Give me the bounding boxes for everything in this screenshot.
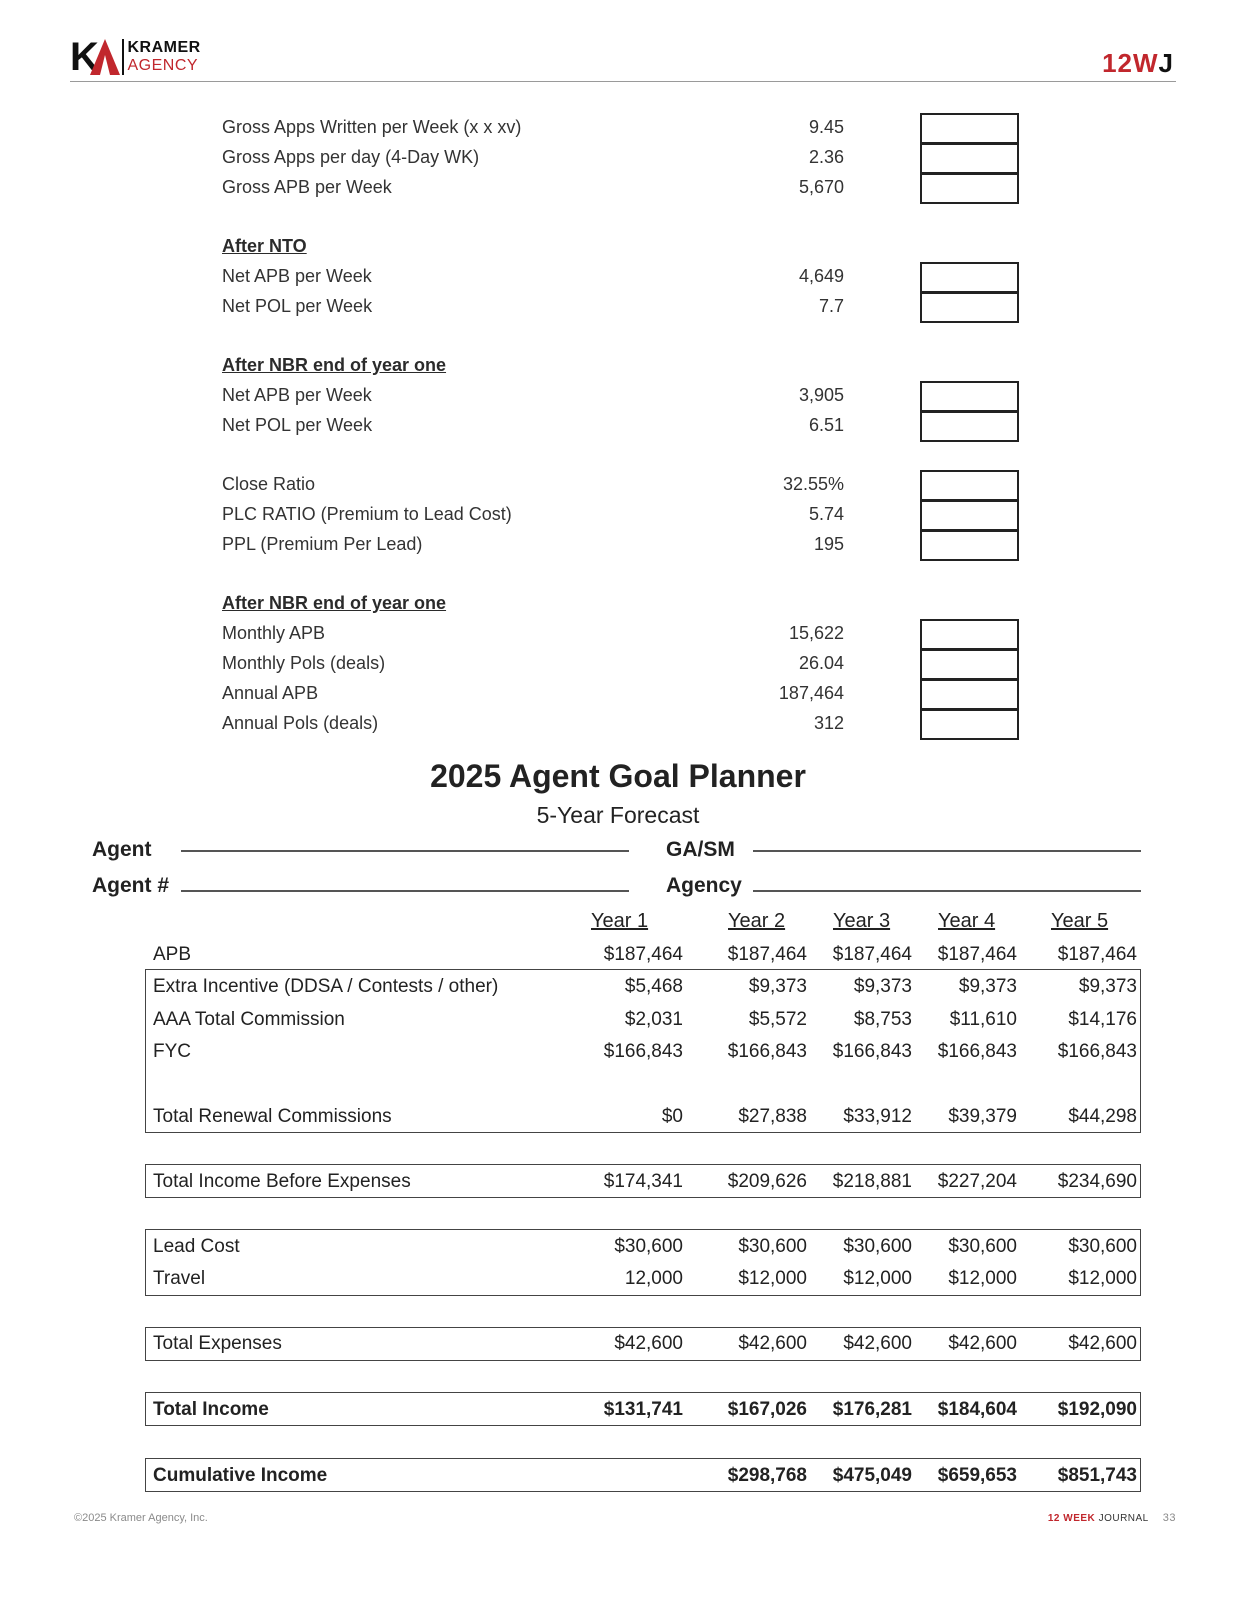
forecast-row bbox=[145, 1102, 1141, 1134]
metric-entry-box[interactable] bbox=[920, 113, 1019, 144]
metric-value: 195 bbox=[813, 534, 844, 554]
metric-value: 5.74 bbox=[808, 504, 844, 524]
metric-entry-box[interactable] bbox=[920, 530, 1019, 561]
forecast-cell: $192,090 bbox=[1057, 1399, 1137, 1420]
metric-entry-box[interactable] bbox=[920, 143, 1019, 174]
metric-value: 32.55% bbox=[782, 474, 844, 494]
forecast-cell: $9,373 bbox=[853, 976, 912, 997]
forecast-row bbox=[145, 1167, 1141, 1199]
forecast-cell: $30,600 bbox=[843, 1236, 912, 1257]
footer-journal-black: JOURNAL bbox=[1098, 1513, 1149, 1524]
forecast-cell: $659,653 bbox=[937, 1465, 1017, 1486]
logo-divider bbox=[122, 39, 124, 75]
page-number: 33 bbox=[1162, 1512, 1176, 1524]
metric-value: 3,905 bbox=[798, 385, 844, 405]
forecast-cell: $187,464 bbox=[832, 944, 912, 965]
forecast-cell: $187,464 bbox=[937, 944, 1017, 965]
metric-label: Gross Apps Written per Week (x x xv) bbox=[222, 117, 522, 137]
metric-value: 5,670 bbox=[798, 177, 844, 197]
forecast-cell: $166,843 bbox=[603, 1041, 683, 1062]
metric-row bbox=[222, 649, 1022, 679]
metric-label: After NBR end of year one bbox=[222, 593, 447, 613]
metric-row bbox=[222, 500, 1022, 530]
gasm-field-line[interactable] bbox=[753, 850, 1141, 852]
forecast-cell: $30,600 bbox=[738, 1236, 807, 1257]
forecast-row-label: Total Income bbox=[153, 1399, 269, 1420]
forecast-row bbox=[145, 940, 1141, 972]
forecast-cell: $166,843 bbox=[727, 1041, 807, 1062]
journal-mark-black: J bbox=[1158, 48, 1174, 78]
forecast-row-label: Extra Incentive (DDSA / Contests / other) bbox=[153, 976, 499, 997]
forecast-cell: $851,743 bbox=[1057, 1465, 1137, 1486]
metric-value: 312 bbox=[813, 713, 844, 733]
forecast-cell: $166,843 bbox=[937, 1041, 1017, 1062]
forecast-cell: $0 bbox=[661, 1106, 683, 1127]
forecast-cell: $187,464 bbox=[727, 944, 807, 965]
metric-row bbox=[222, 143, 1022, 173]
forecast-cell: $184,604 bbox=[937, 1399, 1017, 1420]
forecast-cell: $234,690 bbox=[1057, 1171, 1137, 1192]
kramer-agency-logo bbox=[70, 35, 201, 79]
metric-value: 4,649 bbox=[798, 266, 844, 286]
agent-field-label: Agent bbox=[92, 838, 152, 861]
year-header: Year 1 bbox=[591, 910, 649, 932]
forecast-row-label: AAA Total Commission bbox=[153, 1009, 345, 1030]
metric-section-heading bbox=[222, 232, 1022, 262]
forecast-cell: $33,912 bbox=[843, 1106, 912, 1127]
forecast-cell: $39,379 bbox=[948, 1106, 1017, 1127]
forecast-row bbox=[145, 1395, 1141, 1427]
forecast-cell: $27,838 bbox=[738, 1106, 807, 1127]
metric-entry-box[interactable] bbox=[920, 619, 1019, 650]
forecast-cell: $9,373 bbox=[748, 976, 807, 997]
metric-value: 9.45 bbox=[808, 117, 844, 137]
year-header: Year 3 bbox=[833, 910, 891, 932]
metric-entry-box[interactable] bbox=[920, 500, 1019, 531]
metric-value: 187,464 bbox=[778, 683, 844, 703]
metric-label: Annual APB bbox=[222, 683, 319, 703]
footer-journal bbox=[1048, 1512, 1176, 1524]
forecast-row-label: Travel bbox=[153, 1268, 206, 1289]
forecast-cell: $12,000 bbox=[738, 1268, 807, 1289]
metric-entry-box[interactable] bbox=[920, 679, 1019, 710]
metric-label: Net APB per Week bbox=[222, 385, 372, 405]
forecast-row bbox=[145, 1264, 1141, 1296]
agency-field-label: Agency bbox=[666, 874, 742, 897]
metric-row bbox=[222, 381, 1022, 411]
forecast-cell: $42,600 bbox=[1068, 1333, 1137, 1354]
forecast-cell: $14,176 bbox=[1068, 1009, 1137, 1030]
metric-value: 7.7 bbox=[818, 296, 844, 316]
forecast-row bbox=[145, 1005, 1141, 1037]
metric-value: 15,622 bbox=[788, 623, 844, 643]
forecast-cell: $30,600 bbox=[948, 1236, 1017, 1257]
metric-label: PPL (Premium Per Lead) bbox=[222, 534, 423, 554]
metric-label: Gross Apps per day (4-Day WK) bbox=[222, 147, 480, 167]
forecast-row bbox=[145, 1329, 1141, 1361]
forecast-cell: $11,610 bbox=[949, 1009, 1017, 1030]
agency-field-line[interactable] bbox=[753, 890, 1141, 892]
forecast-row-label: Total Renewal Commissions bbox=[153, 1106, 392, 1127]
forecast-cell: $12,000 bbox=[843, 1268, 912, 1289]
metric-entry-box[interactable] bbox=[920, 411, 1019, 442]
ka-logo-mark: K bbox=[70, 39, 120, 75]
metric-label: PLC RATIO (Premium to Lead Cost) bbox=[222, 504, 512, 524]
forecast-cell: $174,341 bbox=[603, 1171, 683, 1192]
metric-row bbox=[222, 113, 1022, 143]
metric-label: Gross APB per Week bbox=[222, 177, 392, 197]
metric-section-heading bbox=[222, 351, 1022, 381]
metric-entry-box[interactable] bbox=[920, 292, 1019, 323]
year-header: Year 5 bbox=[1051, 910, 1109, 932]
forecast-cell: $12,000 bbox=[948, 1268, 1017, 1289]
metric-entry-box[interactable] bbox=[920, 649, 1019, 680]
forecast-row bbox=[145, 1461, 1141, 1493]
metric-label: Net POL per Week bbox=[222, 415, 373, 435]
forecast-row bbox=[145, 1232, 1141, 1264]
metric-row bbox=[222, 470, 1022, 500]
forecast-cell: $5,572 bbox=[748, 1009, 807, 1030]
metric-label: Monthly Pols (deals) bbox=[222, 653, 386, 673]
metric-row bbox=[222, 679, 1022, 709]
metric-entry-box[interactable] bbox=[920, 709, 1019, 740]
forecast-row bbox=[145, 1037, 1141, 1069]
forecast-row-label: Lead Cost bbox=[153, 1236, 240, 1257]
metric-entry-box[interactable] bbox=[920, 173, 1019, 204]
forecast-cell: $12,000 bbox=[1068, 1268, 1137, 1289]
logo-text-agency: AGENCY bbox=[127, 57, 199, 74]
metric-label: Close Ratio bbox=[222, 474, 316, 494]
planner-title: 2025 Agent Goal Planner bbox=[430, 758, 806, 794]
metric-label: Net POL per Week bbox=[222, 296, 373, 316]
metric-row bbox=[222, 173, 1022, 203]
forecast-cell: $42,600 bbox=[843, 1333, 912, 1354]
metric-entry-box[interactable] bbox=[920, 470, 1019, 501]
agent-number-field-label: Agent # bbox=[92, 874, 170, 897]
forecast-cell: $209,626 bbox=[727, 1171, 807, 1192]
planner-subtitle: 5-Year Forecast bbox=[536, 802, 700, 828]
metric-label: Net APB per Week bbox=[222, 266, 372, 286]
agent-field-line[interactable] bbox=[181, 850, 629, 852]
forecast-cell: $167,026 bbox=[727, 1399, 807, 1420]
forecast-cell: $187,464 bbox=[603, 944, 683, 965]
forecast-cell: $9,373 bbox=[958, 976, 1017, 997]
metric-label: After NBR end of year one bbox=[222, 355, 447, 375]
metric-value: 26.04 bbox=[798, 653, 844, 673]
metric-row bbox=[222, 292, 1022, 322]
forecast-cell: $218,881 bbox=[832, 1171, 912, 1192]
forecast-cell: $42,600 bbox=[948, 1333, 1017, 1354]
metric-value: 6.51 bbox=[808, 415, 844, 435]
forecast-cell: $44,298 bbox=[1068, 1106, 1137, 1127]
metric-row bbox=[222, 709, 1022, 739]
page-header bbox=[70, 34, 1176, 82]
forecast-cell: 12,000 bbox=[624, 1268, 683, 1289]
forecast-cell: $176,281 bbox=[832, 1399, 912, 1420]
logo-text-kramer: KRAMER bbox=[127, 39, 201, 56]
metric-entry-box[interactable] bbox=[920, 381, 1019, 412]
forecast-cell: $30,600 bbox=[614, 1236, 683, 1257]
year-header: Year 2 bbox=[728, 910, 786, 932]
metric-value: 2.36 bbox=[808, 147, 844, 167]
forecast-cell: $475,049 bbox=[832, 1465, 912, 1486]
metric-entry-box[interactable] bbox=[920, 262, 1019, 293]
forecast-row-label: Total Expenses bbox=[153, 1333, 282, 1354]
metric-row bbox=[222, 530, 1022, 560]
metric-row bbox=[222, 619, 1022, 649]
footer-journal-red: 12 WEEK bbox=[1047, 1513, 1096, 1524]
year-header: Year 4 bbox=[938, 910, 996, 932]
metric-row bbox=[222, 411, 1022, 441]
forecast-row bbox=[145, 972, 1141, 1004]
metric-label: After NTO bbox=[222, 236, 307, 256]
forecast-row-label: Cumulative Income bbox=[153, 1465, 328, 1486]
forecast-cell: $2,031 bbox=[624, 1009, 683, 1030]
metric-section-heading bbox=[222, 589, 1022, 619]
journal-mark-red: 12W bbox=[1102, 48, 1159, 78]
forecast-cell: $187,464 bbox=[1057, 944, 1137, 965]
forecast-cell: $227,204 bbox=[937, 1171, 1017, 1192]
forecast-cell: $42,600 bbox=[614, 1333, 683, 1354]
forecast-row-label: APB bbox=[153, 944, 192, 965]
copyright-text: ©2025 Kramer Agency, Inc. bbox=[74, 1512, 208, 1524]
forecast-row-label: FYC bbox=[153, 1041, 191, 1062]
gasm-field-label: GA/SM bbox=[666, 838, 735, 861]
logo-wordmark bbox=[128, 39, 201, 75]
forecast-cell: $131,741 bbox=[603, 1399, 683, 1420]
forecast-cell: $5,468 bbox=[624, 976, 683, 997]
forecast-cell: $8,753 bbox=[853, 1009, 912, 1030]
forecast-cell: $30,600 bbox=[1068, 1236, 1137, 1257]
agent-number-field-line[interactable] bbox=[181, 890, 629, 892]
forecast-cell: $166,843 bbox=[832, 1041, 912, 1062]
metric-label: Monthly APB bbox=[222, 623, 326, 643]
metric-row bbox=[222, 262, 1022, 292]
forecast-cell: $166,843 bbox=[1057, 1041, 1137, 1062]
forecast-cell: $298,768 bbox=[727, 1465, 807, 1486]
metric-label: Annual Pols (deals) bbox=[222, 713, 379, 733]
forecast-cell: $9,373 bbox=[1078, 976, 1137, 997]
forecast-row-label: Total Income Before Expenses bbox=[153, 1171, 411, 1192]
forecast-cell: $42,600 bbox=[738, 1333, 807, 1354]
journal-mark bbox=[1102, 48, 1174, 79]
